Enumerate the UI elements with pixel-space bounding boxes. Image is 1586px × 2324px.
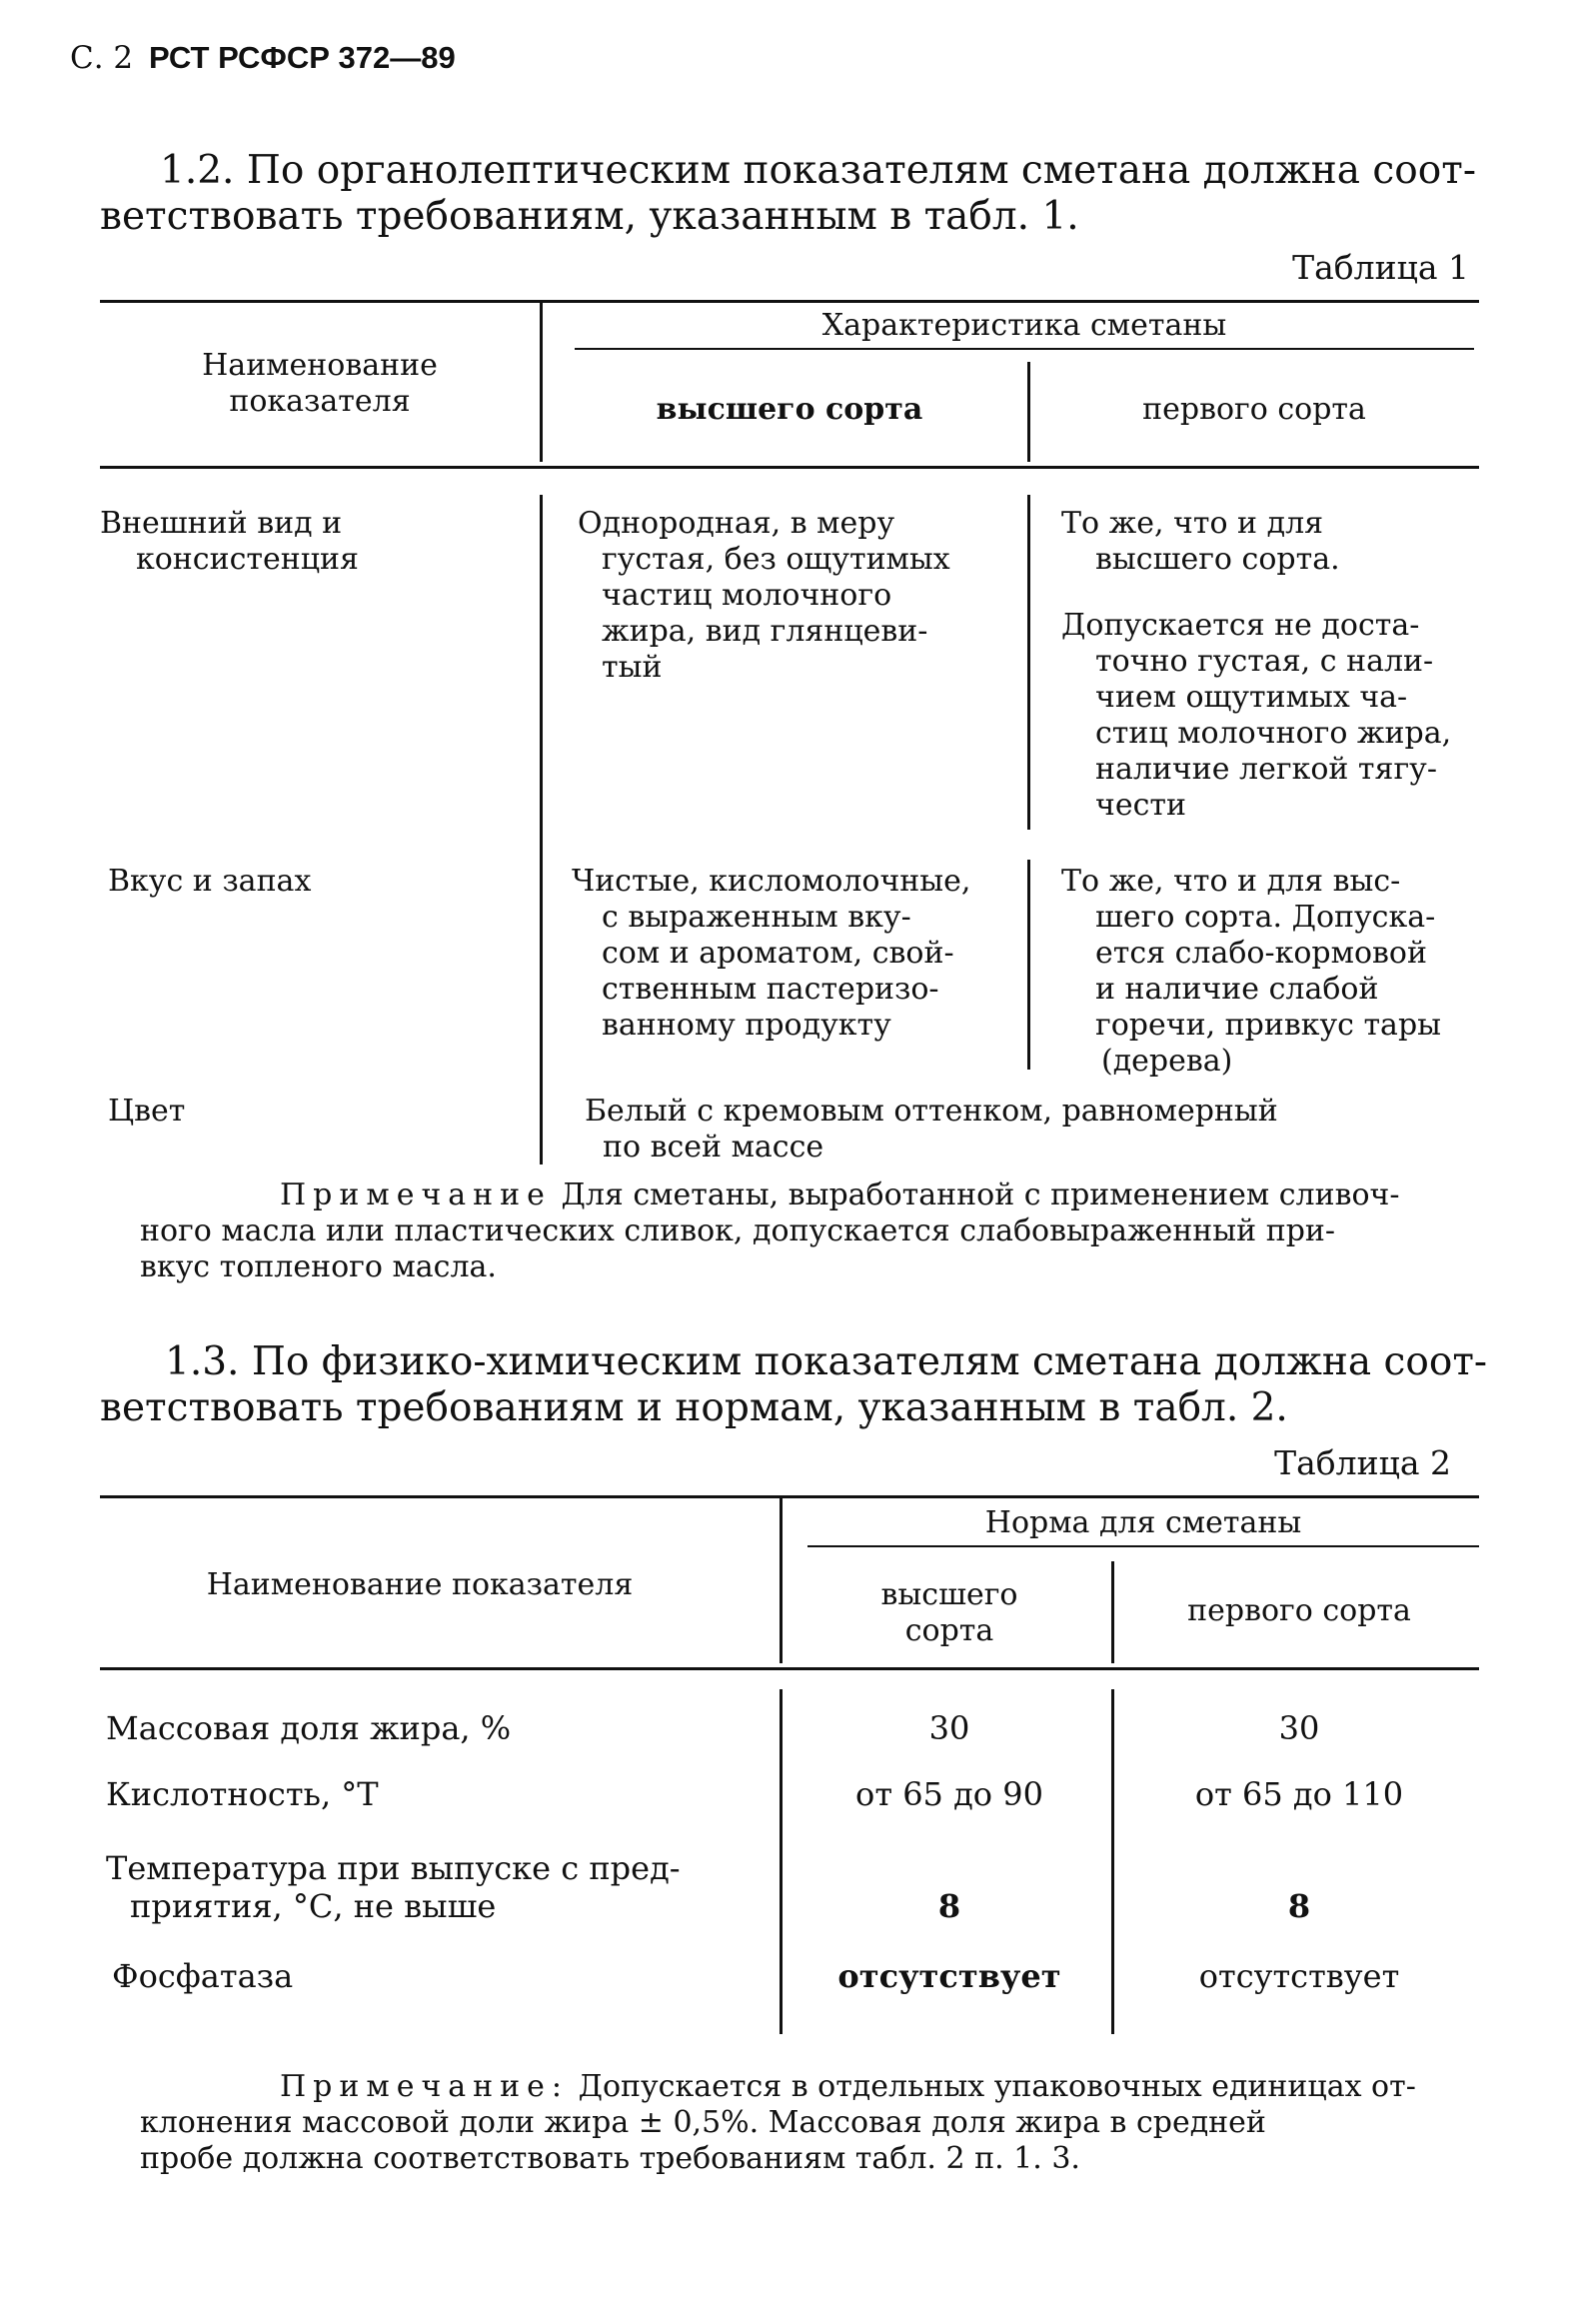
table1-row2-col2-l3: ется слабо-кормовой [1095, 936, 1427, 971]
table1-row1-col1-l3: частиц молочного [602, 578, 892, 613]
table2-row4-v2: отсутствует [1198, 1957, 1400, 1995]
table2-caption: Таблица 2 [1274, 1443, 1451, 1482]
table2-note-line1 [100, 2069, 1416, 2105]
table2-row2-name: Кислотность, °Т [106, 1775, 379, 1813]
table1-row3-merged-l1: Белый с кремовым оттенком, равномерный [585, 1094, 1278, 1129]
table2-vdivider-main-body [780, 1689, 783, 2034]
table1-header-rule [100, 466, 1479, 469]
table2-note-l1-text: Допускается в отдельных упаковочных единицах от- [569, 2069, 1416, 2104]
table2-note [100, 2069, 1416, 2177]
table1-top-rule [100, 300, 1479, 303]
table2-vdivider-sub-body [1111, 1689, 1114, 2034]
table1-row1-col2-l4: Допускается не доста- [1061, 608, 1420, 643]
table2-group-header: Норма для сметаны [984, 1505, 1302, 1540]
table1-note-line1 [100, 1177, 1400, 1213]
section-1-3-line2: ветствовать требованиям и нормам, указанным в табл. 2. [100, 1385, 1288, 1430]
table2-note-line3: пробе должна соответствовать требованиям табл. 2 п. 1. 3. [140, 2141, 1080, 2176]
table1-row1-name-l1: Внешний вид и [100, 506, 343, 541]
table1-row3-name-l1: Цвет [108, 1094, 186, 1129]
table1-row1-col2-l2: высшего сорта. [1095, 542, 1340, 577]
table2-row1-name: Массовая доля жира, % [106, 1709, 512, 1747]
table2-col-name-header: Наименование показателя [206, 1567, 634, 1602]
table1-col-name-header-l1: Наименование [202, 348, 438, 383]
table1-row1-col2-gap [1061, 578, 1451, 608]
table1-row2-name [108, 864, 311, 900]
table1-row2-col2-l2: шего сорта. Допуска- [1095, 900, 1436, 935]
table1-row1-col1 [578, 506, 950, 686]
table1-row3-merged [585, 1094, 1278, 1165]
table1-row1-col1-l1: Однородная, в меру [578, 506, 895, 541]
table2-row4-v1: отсутствует [837, 1957, 1061, 1995]
table1-row1-col2-l8: наличие легкой тягу- [1095, 752, 1437, 787]
table1-group-rule [575, 348, 1474, 350]
table1-row2-col1 [572, 864, 970, 1044]
table1-row1-col2 [1061, 506, 1451, 824]
section-1-3-line1: 1.3. По физико-химическим показателям сметана должна соот- [165, 1339, 1488, 1384]
table2-sub-header-1-l1: высшего [880, 1577, 1018, 1612]
table2-vdivider-sub-header [1111, 1561, 1114, 1663]
table2-row3-v1: 8 [937, 1887, 961, 1925]
table2-group-rule [807, 1545, 1479, 1547]
table1-row2-col2 [1061, 864, 1441, 1080]
table1-row1-col1-l2: густая, без ощутимых [602, 542, 950, 577]
table1-note-line2: ного масла или пластических сливок, допускается слабовыраженный при- [140, 1213, 1336, 1248]
table1-row2-col1-l4: ственным пастеризо- [602, 972, 939, 1007]
table1-sub-header-2: первого сорта [1142, 392, 1366, 427]
table1-note-label: Примечание [280, 1177, 552, 1212]
table2-note-line2: клонения массовой доли жира ± 0,5%. Массовая доля жира в средней [140, 2105, 1266, 2140]
table1-row2-col1-l5: ванному продукту [602, 1008, 891, 1043]
table2-row4-name: Фосфатаза [112, 1957, 294, 1995]
table1-vdivider-main-header [540, 302, 543, 462]
standard-number: РСТ РСФСР 372—89 [149, 40, 456, 75]
page-label: С. 2 [70, 40, 134, 76]
table1-row1-col2-l7: стиц молочного жира, [1095, 716, 1452, 751]
table2-top-rule [100, 1495, 1479, 1498]
table1-row1-col2-l5: точно густая, с нали- [1095, 644, 1434, 679]
table2-row2-v1: от 65 до 90 [855, 1775, 1043, 1813]
table1-row2-col2-l5: горечи, привкус тары [1095, 1008, 1442, 1043]
table1-vdivider-sub-body-1 [1027, 495, 1030, 830]
table1-row2-col2-l1: То же, что и для выс- [1061, 864, 1401, 899]
table1-row2-col1-l1: Чистые, кисломолочные, [572, 864, 971, 899]
table1-row1-col2-l9: чести [1095, 788, 1186, 823]
page-header [70, 40, 456, 76]
table1-vdivider-sub-header [1027, 362, 1030, 462]
table1-note [100, 1177, 1400, 1285]
table2-row3-name [106, 1849, 681, 1925]
table1-sub-header-1: высшего сорта [656, 392, 923, 427]
table2-sub-header-1 [799, 1577, 1099, 1649]
table2-vdivider-main-header [780, 1497, 783, 1663]
table2-row3-v2: 8 [1287, 1887, 1311, 1925]
table2-row1-v1: 30 [928, 1709, 970, 1747]
table1-row1-col2-l6: чием ощутимых ча- [1095, 680, 1408, 715]
table2-row2-v2: от 65 до 110 [1194, 1775, 1404, 1813]
section-1-2-line1: 1.2. По органолептическим показателям сметана должна соот- [160, 148, 1476, 193]
table2-sub-header-2: первого сорта [1187, 1593, 1411, 1628]
table1-note-line3: вкус топленого масла. [140, 1249, 497, 1284]
table1-row2-col1-l2: с выраженным вку- [602, 900, 911, 935]
table2-row3-name-l1: Температура при выпуске с пред- [106, 1849, 681, 1887]
table1-row3-merged-l2: по всей массе [603, 1130, 824, 1164]
table1-row3-name [108, 1094, 185, 1130]
table1-vdivider-sub-body-2 [1027, 860, 1030, 1070]
table2-note-label: Примечание: [280, 2069, 570, 2104]
table1-row2-col2-l4: и наличие слабой [1095, 972, 1379, 1007]
table2-header-rule [100, 1667, 1479, 1670]
table1-caption: Таблица 1 [1292, 248, 1469, 287]
table2-row3-name-l2: приятия, °С, не выше [130, 1887, 497, 1925]
table2-sub-header-1-l2: сорта [904, 1613, 994, 1648]
table1-row1-name-l2: консистенция [136, 542, 359, 577]
table1-col-name-header [150, 348, 490, 420]
section-1-2-line2: ветствовать требованиям, указанным в табл. 1. [100, 194, 1079, 239]
table1-row1-col1-l5: тый [602, 650, 663, 685]
table1-row1-name [100, 506, 359, 578]
table1-note-l1-text: Для сметаны, выработанной с применением сливоч- [551, 1177, 1400, 1212]
table1-row2-col1-l3: сом и ароматом, свой- [602, 936, 954, 971]
table1-col-name-header-l2: показателя [229, 384, 411, 419]
table1-vdivider-main-body [540, 495, 543, 1164]
table1-row2-name-l1: Вкус и запах [108, 864, 312, 899]
table1-group-header: Характеристика сметаны [821, 308, 1227, 343]
table1-row1-col2-l1: То же, что и для [1061, 506, 1324, 541]
table1-row1-col1-l4: жира, вид глянцеви- [602, 614, 928, 649]
table2-row1-v2: 30 [1278, 1709, 1320, 1747]
table1-row2-col2-l6: (дерева) [1101, 1044, 1233, 1079]
